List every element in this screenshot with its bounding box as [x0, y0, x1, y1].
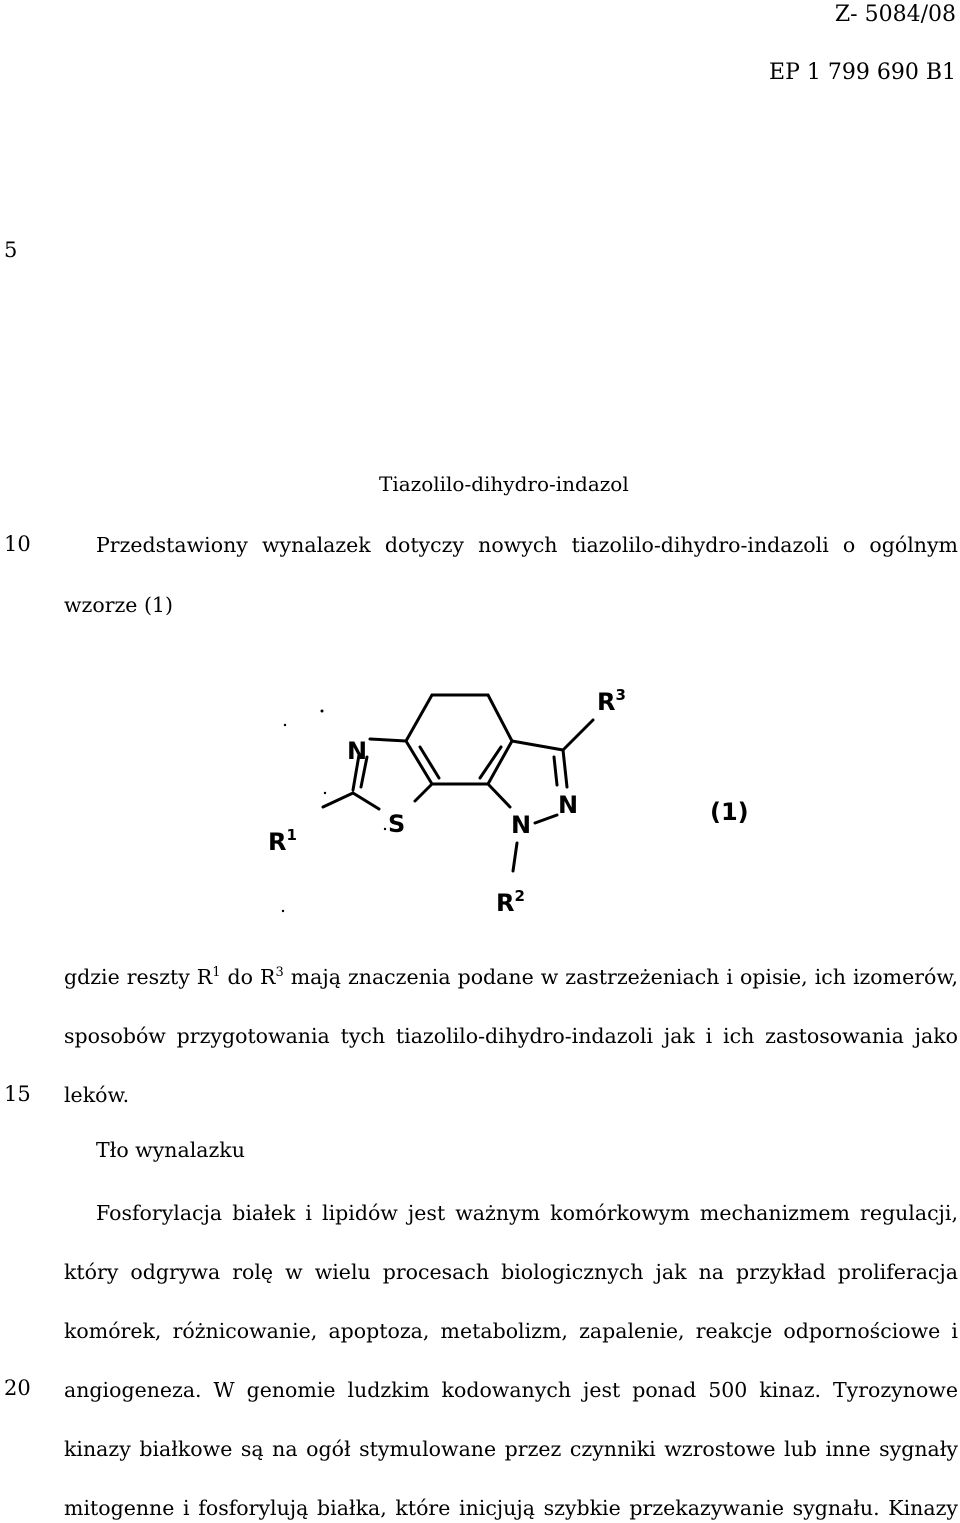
- line-number-5: 5: [4, 238, 18, 262]
- substituent-r1: $R^1$: [268, 826, 297, 856]
- description-line-3: leków.: [64, 1083, 130, 1107]
- bond-c-s: [415, 784, 432, 801]
- bond-ring-right: [488, 695, 512, 741]
- description-line-2: sposobów przygotowania tych tiazolilo-dihydro-indazoli jak i ich zastosowania jako: [64, 1024, 958, 1048]
- scan-dot: [324, 792, 326, 794]
- background-line-2: który odgrywa rolę w wielu procesach biologicznych jak na przykład proliferacja: [64, 1260, 958, 1284]
- atom-s: S: [388, 810, 406, 838]
- bond-r1: [323, 793, 353, 807]
- chemical-structure-formula: [255, 675, 775, 925]
- bond-c-n1: [488, 784, 510, 807]
- substituent-r2: $R^2$: [496, 887, 525, 917]
- bond-c3-n2-double: [554, 757, 557, 785]
- background-line-5: kinazy białkowe są na ogół stymulowane przez czynniki wzrostowe lub inne sygnały: [64, 1437, 958, 1461]
- line-number-20: 20: [4, 1376, 31, 1400]
- bond-r3: [563, 720, 593, 750]
- atom-n2: N: [558, 791, 579, 819]
- bond-c-n-thiazole: [370, 739, 406, 741]
- bond-c2-s: [353, 793, 379, 809]
- background-line-1: Fosforylacja białek i lipidów jest ważnym komórkowym mechanizmem regulacji,: [96, 1201, 958, 1225]
- bond-r2: [513, 843, 517, 871]
- scan-dot: [282, 910, 284, 912]
- bond-c3a-c7a-double: [420, 747, 439, 778]
- intro-line-2: wzorze (1): [64, 593, 173, 617]
- intro-line-1: Przedstawiony wynalazek dotyczy nowych tiazolilo-dihydro-indazoli o ogólnym: [96, 533, 958, 557]
- line-number-10: 10: [4, 532, 31, 556]
- section-heading-background: Tło wynalazku: [96, 1138, 245, 1162]
- scan-dot: [284, 724, 286, 726]
- scan-dot: [321, 710, 324, 713]
- scan-dot: [384, 828, 386, 830]
- formula-number-label: (1): [710, 798, 749, 826]
- substituent-r3: $R^3$: [597, 686, 626, 716]
- atom-n1: N: [511, 811, 532, 839]
- bond-c7a-double: [480, 747, 501, 778]
- bond-c-c3: [512, 741, 563, 750]
- background-line-4: angiogeneza. W genomie ludzkim kodowanych jest ponad 500 kinaz. Tyrozynowe: [64, 1378, 958, 1402]
- line-number-15: 15: [4, 1082, 31, 1106]
- background-line-6: mitogenne i fosforylują białka, które inicjują szybkie przekazywanie sygnału. Kinazy: [64, 1496, 958, 1520]
- document-title: Tiazolilo-dihydro-indazol: [379, 472, 629, 496]
- bond-c3-n2: [563, 750, 567, 787]
- patent-number: EP 1 799 690 B1: [769, 60, 956, 85]
- atom-n-thiazole: N: [347, 737, 368, 765]
- bond-ring-left: [406, 695, 432, 741]
- description-line-1: gdzie reszty $R^1$ do $R^3$ mają znaczenia podane w zastrzeżeniach i opisie, ich izomerów,: [64, 965, 958, 989]
- bond-n1-n2: [535, 815, 557, 823]
- background-line-3: komórek, różnicowanie, apoptoza, metabolizm, zapalenie, reakcje odpornościowe i: [64, 1319, 958, 1343]
- document-number: Z- 5084/08: [834, 2, 956, 27]
